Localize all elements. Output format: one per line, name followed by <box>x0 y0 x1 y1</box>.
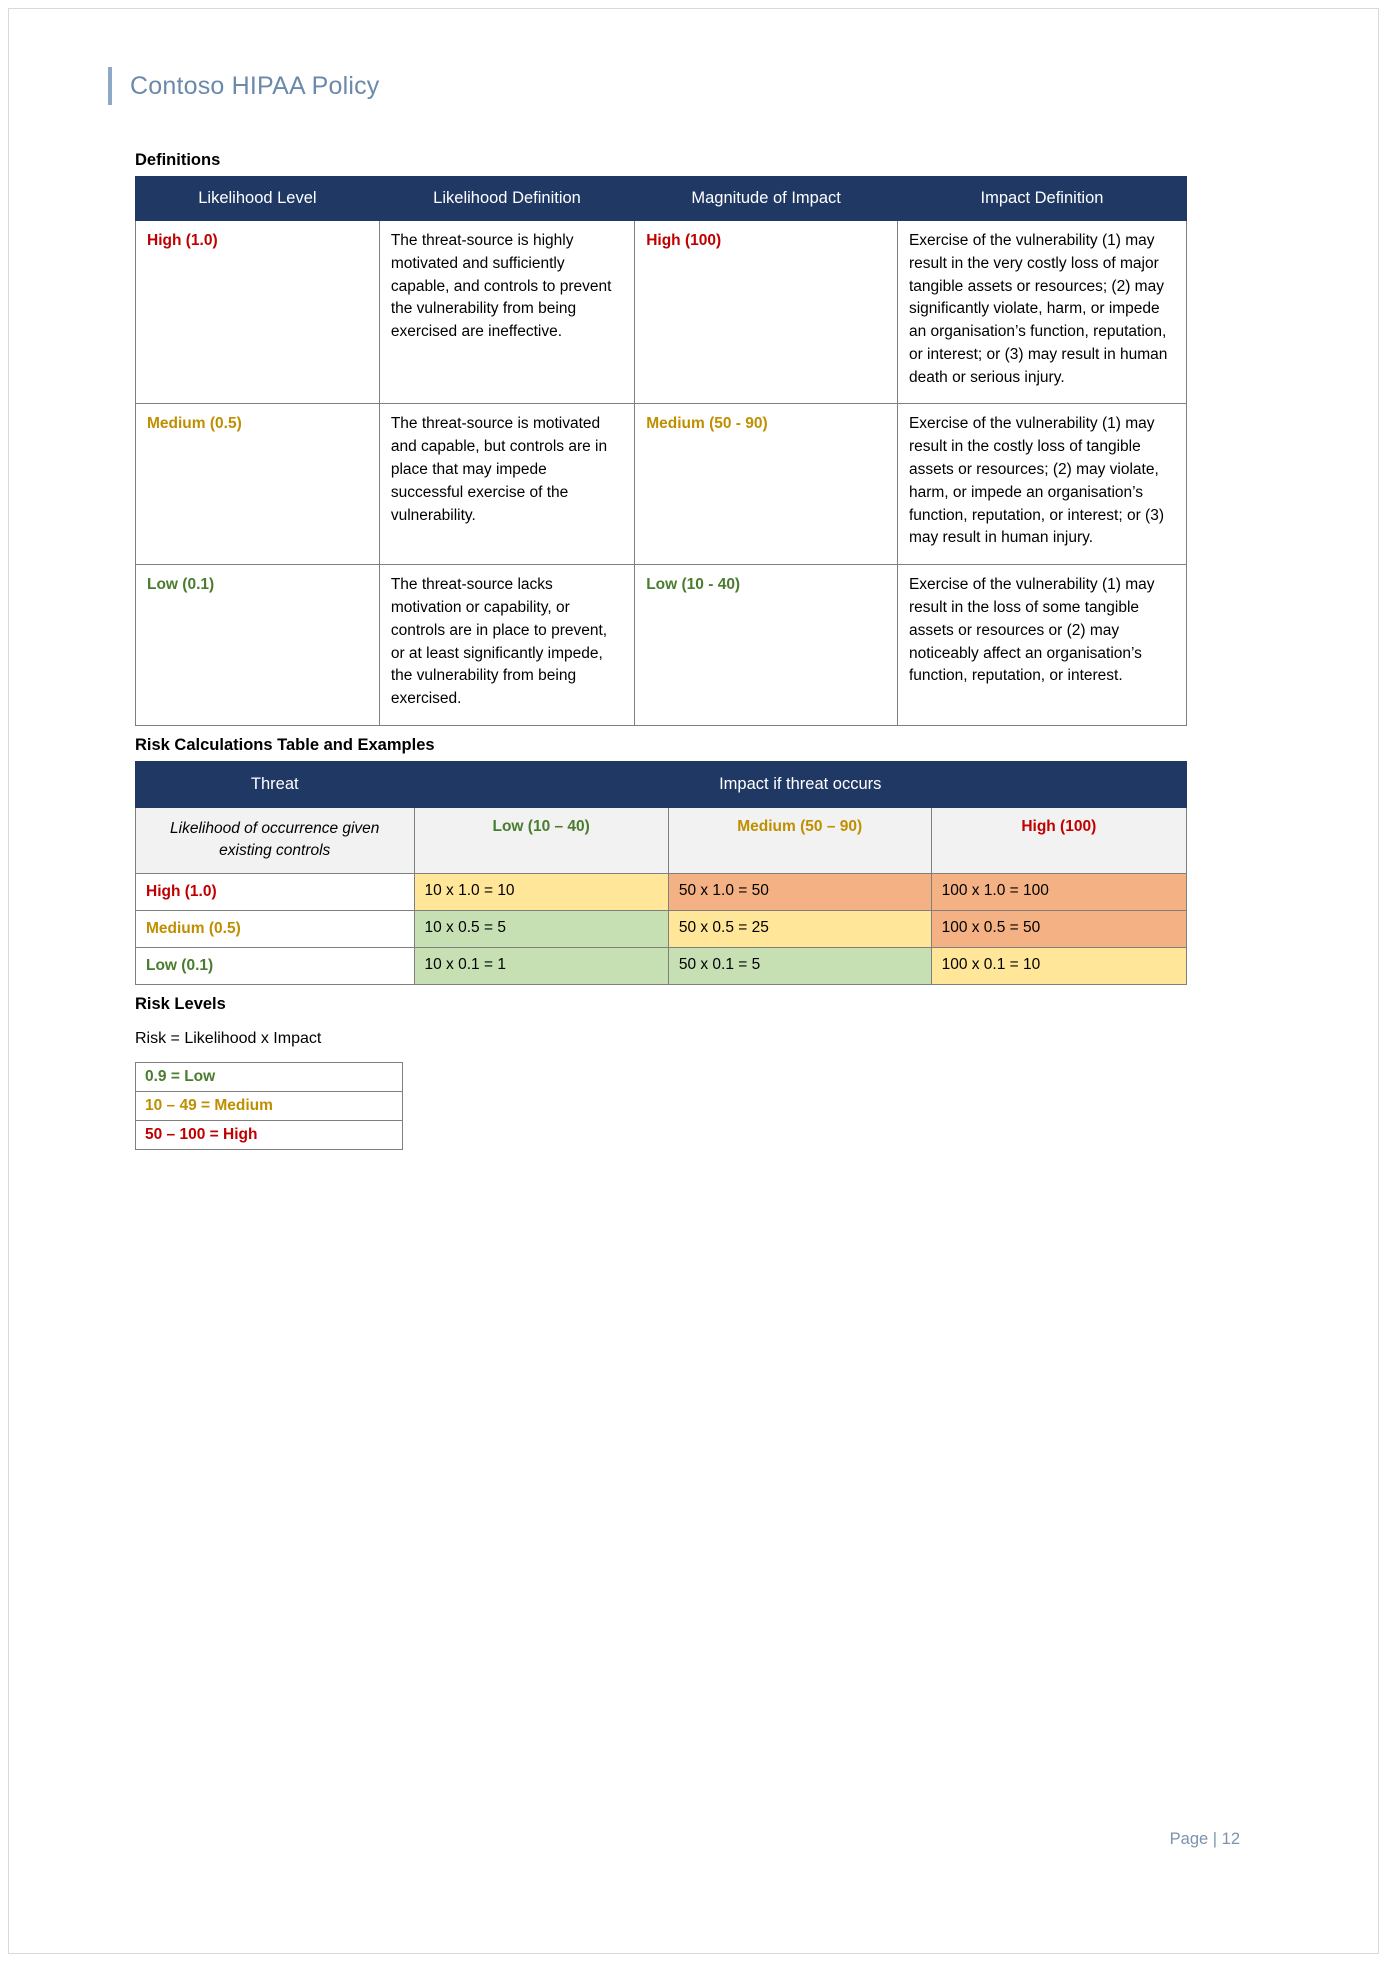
risk-level-medium: 10 – 49 = Medium <box>136 1091 403 1120</box>
risk-cell-low-high: 100 x 0.1 = 10 <box>931 947 1186 984</box>
definitions-heading: Definitions <box>135 151 221 169</box>
document-title: Contoso HIPAA Policy <box>130 71 380 100</box>
cell-impact-definition-medium: Exercise of the vulnerability (1) may result in the costly loss of tangible assets or resources; (2) may violate, harm, or impede an organisation’s function, reputation, or interest; or (3) may result in human injury. <box>897 404 1186 565</box>
cell-likelihood-definition-low: The threat-source lacks motivation or capability, or controls are in place to prevent, or at least significantly impede, the vulnerability from being exercised. <box>379 565 634 726</box>
risk-calculations-heading: Risk Calculations Table and Examples <box>135 735 435 754</box>
row-label-low: Low (0.1) <box>136 947 415 984</box>
table-row <box>136 910 1187 947</box>
risk-cell-high-high: 100 x 1.0 = 100 <box>931 873 1186 910</box>
cell-likelihood-definition-high: The threat-source is highly motivated and sufficiently capable, and controls to prevent the vulnerability from being exercised are ineffective. <box>379 221 634 404</box>
subheader-impact-low: Low (10 – 40) <box>414 807 668 873</box>
table-row <box>136 1091 403 1120</box>
cell-likelihood-level-low: Low (0.1) <box>136 565 380 726</box>
risk-cell-high-medium: 50 x 1.0 = 50 <box>668 873 931 910</box>
col-header-likelihood-definition: Likelihood Definition <box>379 177 634 221</box>
page-content <box>130 55 1240 1150</box>
col-header-impact-definition: Impact Definition <box>897 177 1186 221</box>
risk-cell-high-low: 10 x 1.0 = 10 <box>414 873 668 910</box>
cell-magnitude-medium: Medium (50 - 90) <box>635 404 898 565</box>
risk-level-high: 50 – 100 = High <box>136 1120 403 1149</box>
risk-cell-low-low: 10 x 0.1 = 1 <box>414 947 668 984</box>
subheader-impact-high: High (100) <box>931 807 1186 873</box>
risk-cell-medium-low: 10 x 0.5 = 5 <box>414 910 668 947</box>
cell-impact-definition-high: Exercise of the vulnerability (1) may result in the very costly loss of major tangible assets or resources; (2) may significantly violate, harm, or impede an organisation’s function, reputation, or interest; or (3) may result in human death or serious injury. <box>897 221 1186 404</box>
table-row <box>136 1062 403 1091</box>
row-label-high: High (1.0) <box>136 873 415 910</box>
col-header-likelihood-level: Likelihood Level <box>136 177 380 221</box>
page-footer: Page | 12 <box>1169 1830 1240 1848</box>
risk-formula-text: Risk = Likelihood x Impact <box>135 1029 322 1047</box>
risk-cell-low-medium: 50 x 0.1 = 5 <box>668 947 931 984</box>
cell-likelihood-definition-medium: The threat-source is motivated and capable, but controls are in place that may impede successful exercise of the vulnerability. <box>379 404 634 565</box>
risk-level-low: 0.9 = Low <box>136 1062 403 1091</box>
risk-table-header-row <box>136 761 1187 807</box>
col-header-impact-if-threat-occurs: Impact if threat occurs <box>414 761 1187 807</box>
col-header-magnitude-of-impact: Magnitude of Impact <box>635 177 898 221</box>
cell-impact-definition-low: Exercise of the vulnerability (1) may result in the loss of some tangible assets or resources or (2) may noticeably affect an organisation’s function, reputation, or interest. <box>897 565 1186 726</box>
document-header <box>130 55 1240 117</box>
col-header-threat: Threat <box>136 761 415 807</box>
subheader-impact-medium: Medium (50 – 90) <box>668 807 931 873</box>
row-label-medium: Medium (0.5) <box>136 910 415 947</box>
table-row <box>136 221 1187 404</box>
subheader-likelihood-of-occurrence: Likelihood of occurrence given existing controls <box>136 807 415 873</box>
risk-cell-medium-medium: 50 x 0.5 = 25 <box>668 910 931 947</box>
risk-cell-medium-high: 100 x 0.5 = 50 <box>931 910 1186 947</box>
cell-magnitude-high: High (100) <box>635 221 898 404</box>
risk-table-subheader-row <box>136 807 1187 873</box>
table-row <box>136 565 1187 726</box>
risk-levels-table <box>135 1062 403 1150</box>
cell-magnitude-low: Low (10 - 40) <box>635 565 898 726</box>
table-row <box>136 1120 403 1149</box>
header-accent-bar <box>108 67 112 105</box>
cell-likelihood-level-high: High (1.0) <box>136 221 380 404</box>
table-row <box>136 404 1187 565</box>
definitions-header-row <box>136 177 1187 221</box>
table-row <box>136 873 1187 910</box>
definitions-table <box>135 176 1187 726</box>
table-row <box>136 947 1187 984</box>
cell-likelihood-level-medium: Medium (0.5) <box>136 404 380 565</box>
risk-calculations-table <box>135 761 1187 985</box>
risk-levels-heading: Risk Levels <box>135 994 226 1013</box>
